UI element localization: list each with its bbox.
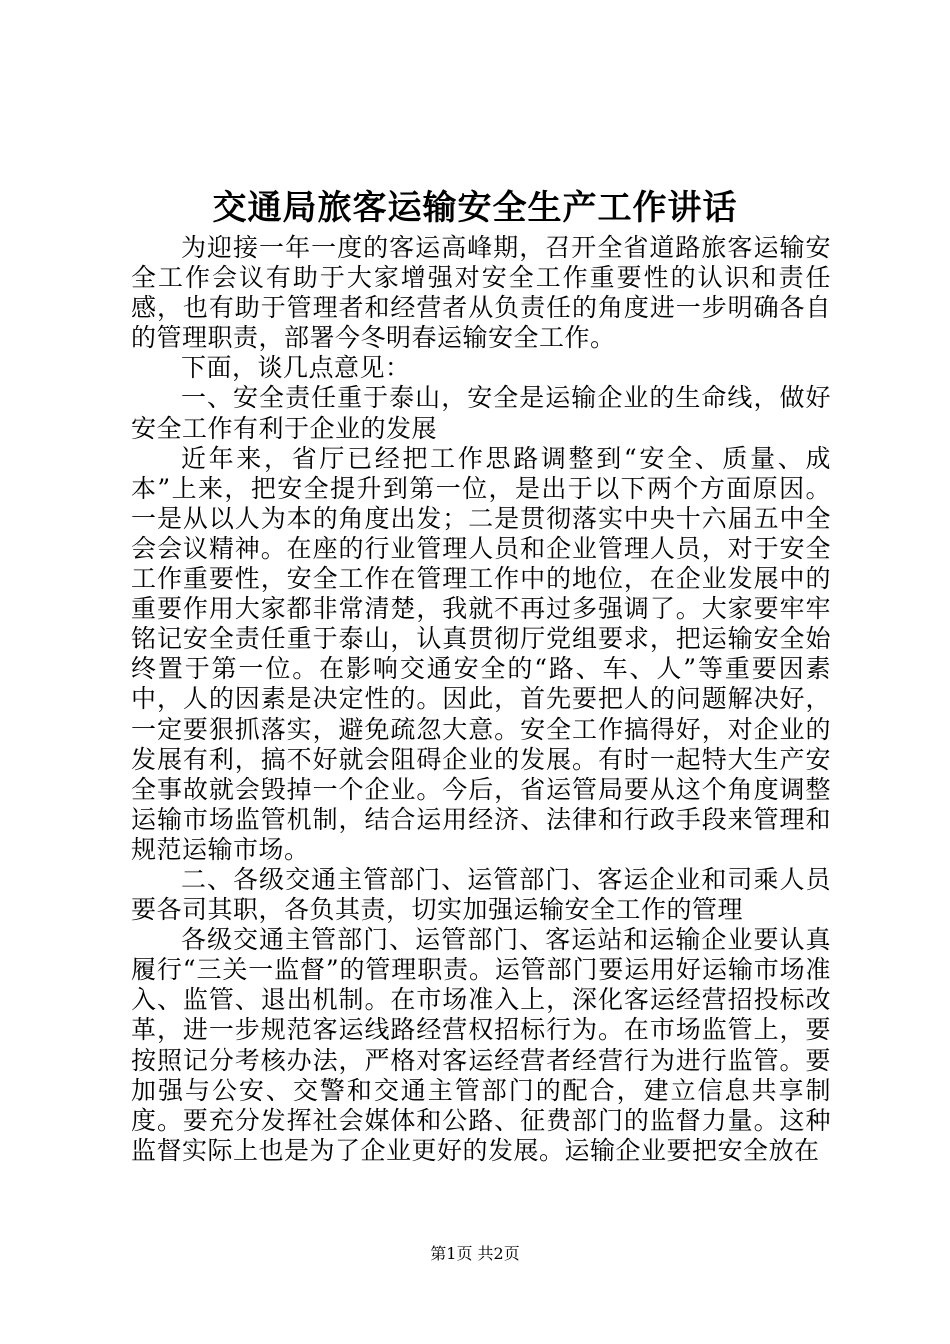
section-heading-2: 二、各级交通主管部门、运管部门、客运企业和司乘人员要各司其职，各负其责，切实加强运输安全工作的管理 [131,864,831,925]
paragraph-section-1: 近年来，省厅已经把工作思路调整到“安全、质量、成本”上来，把安全提升到第一位，是出于以下两个方面原因。一是从以人为本的角度出发；二是贯彻落实中央十六届五中全会会议精神。在座的行业管理人员和企业管理人员，对于安全工作重要性，安全工作在管理工作中的地位，在企业发展中的重要作用大家都非常清楚，我就不再过多强调了。大家要牢牢铭记安全责任重于泰山，认真贯彻厅党组要求，把运输安全始终置于第一位。在影响交通安全的“路、车、人”等重要因素中，人的因素是决定性的。因此，首先要把人的问题解决好，一定要狠抓落实，避免疏忽大意。安全工作搞得好，对企业的发展有利，搞不好就会阻碍企业的发展。有时一起特大生产安全事故就会毁掉一个企业。今后，省运管局要从这个角度调整运输市场监管机制，结合运用经济、法律和行政手段来管理和规范运输市场。 [131,443,831,864]
paragraph-section-2: 各级交通主管部门、运管部门、客运站和运输企业要认真履行“三关一监督”的管理职责。运管部门要运用好运输市场准入、监管、退出机制。在市场准入上，深化客运经营招投标改革，进一步规范客运线路经营权招标行为。在市场监管上，要按照记分考核办法，严格对客运经营者经营行为进行监管。要加强与公安、交警和交通主管部门的配合，建立信息共享制度。要充分发挥社会媒体和公路、征费部门的监督力量。这种监督实际上也是为了企业更好的发展。运输企业要把安全放在 [131,925,831,1165]
paragraph-intro: 为迎接一年一度的客运高峰期，召开全省道路旅客运输安全工作会议有助于大家增强对安全工作重要性的认识和责任感，也有助于管理者和经营者从负责任的角度进一步明确各自的管理职责，部署今冬明春运输安全工作。 [131,233,831,353]
document-title: 交通局旅客运输安全生产工作讲话 [212,188,738,228]
page-number-footer: 第1页 共2页 [430,1244,520,1263]
section-heading-1: 一、安全责任重于泰山，安全是运输企业的生命线，做好安全工作有利于企业的发展 [131,383,831,443]
paragraph-opening: 下面，谈几点意见： [181,353,411,383]
document-body [131,233,831,1166]
